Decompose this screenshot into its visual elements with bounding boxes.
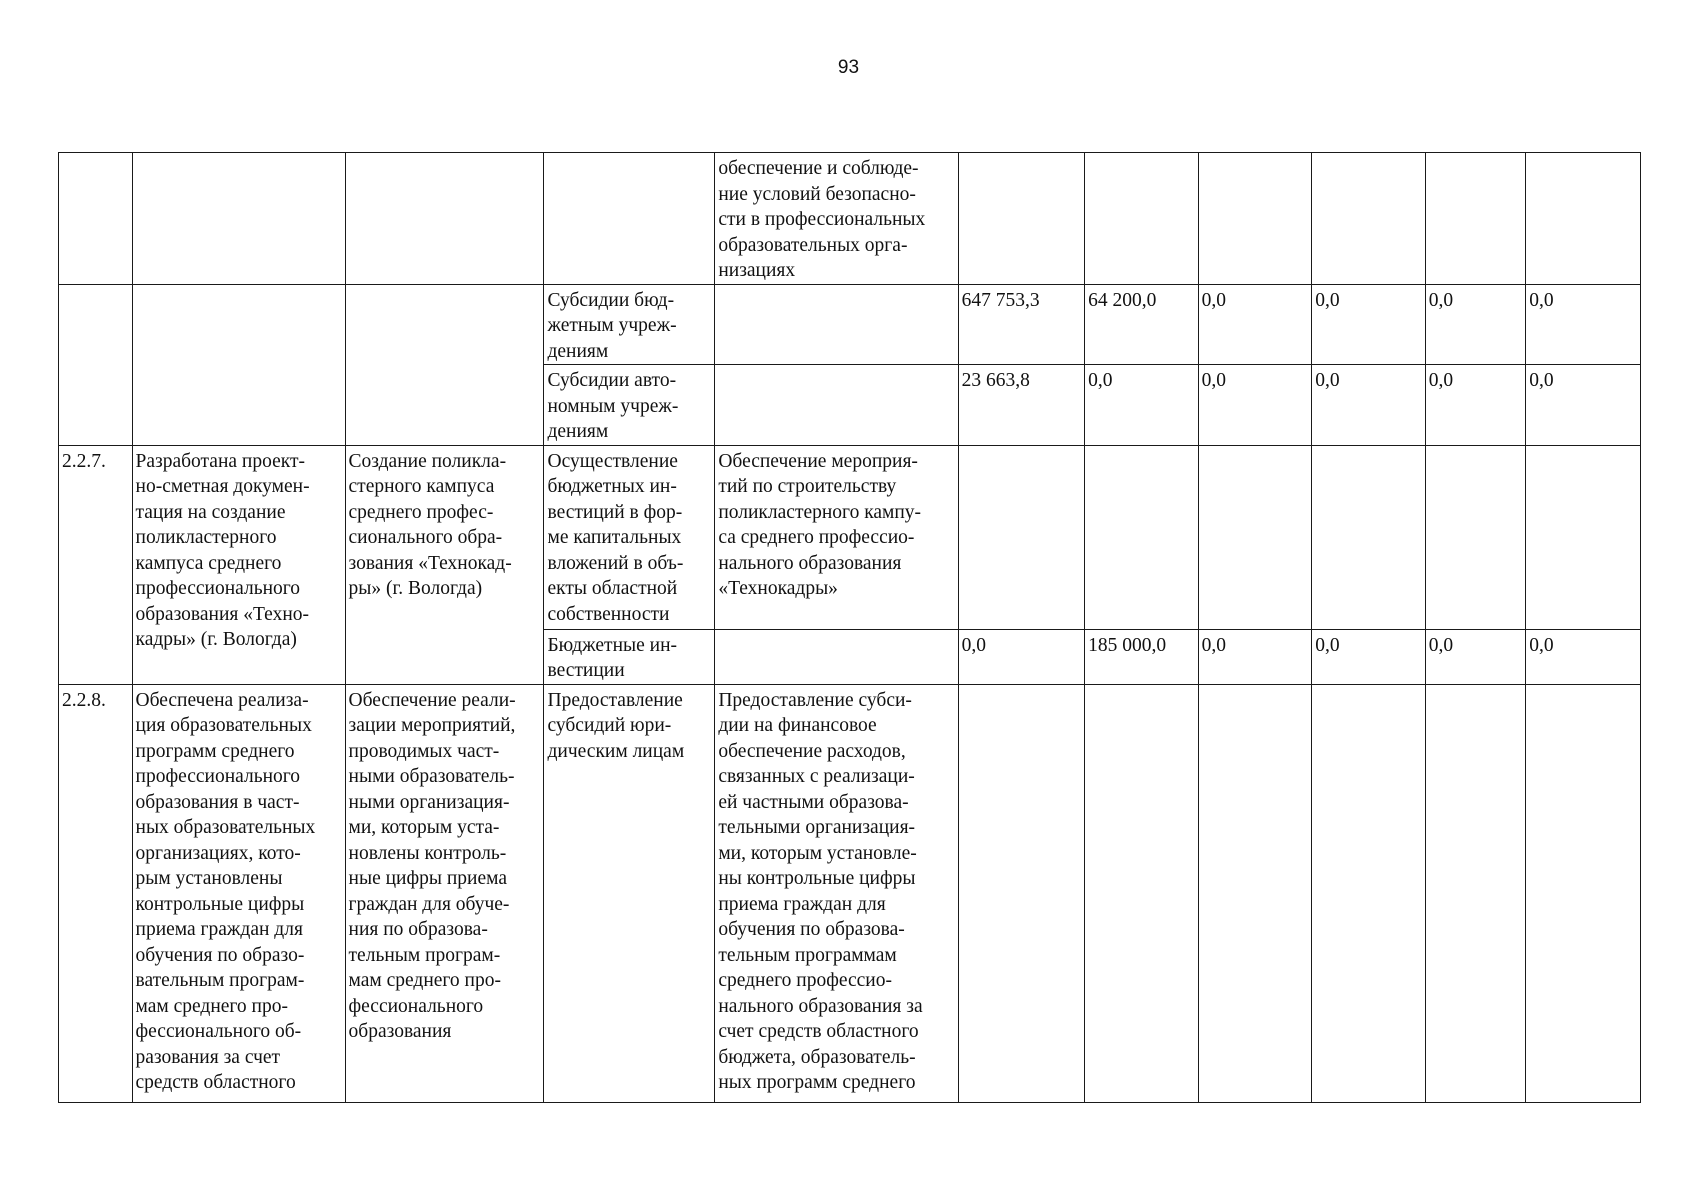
- value-cell: 0,0: [1425, 365, 1526, 446]
- value-cell: 0,0: [1312, 629, 1426, 684]
- direction-cell: Осуществление бюджетных ин- вестиций в фор- ме капитальных вложений в объ- екты областной собственности: [544, 445, 715, 629]
- value-cell: 64 200,0: [1085, 284, 1199, 365]
- cell-empty: [1312, 445, 1426, 629]
- item-number: 2.2.8.: [59, 684, 133, 1102]
- direction-cell: Предоставление субсидий юри- дическим лицам: [544, 684, 715, 1102]
- cell-empty: [345, 284, 544, 445]
- result-cell: Разработана проект- но-сметная докумен- тация на создание поликластерного кампуса среднего профессионального образования «Техно- кадры» (г. Вологда): [132, 445, 345, 684]
- cell-empty: [1198, 445, 1312, 629]
- value-cell: 0,0: [1312, 365, 1426, 446]
- cell-empty: [1425, 684, 1526, 1102]
- table-row: [59, 445, 1641, 629]
- value-cell: 0,0: [1198, 629, 1312, 684]
- cell-empty: [1425, 153, 1526, 285]
- cell-empty: [544, 153, 715, 285]
- value-cell: 0,0: [1198, 365, 1312, 446]
- cell-empty: [1526, 684, 1641, 1102]
- value-cell: 0,0: [958, 629, 1085, 684]
- value-cell: 185 000,0: [1085, 629, 1199, 684]
- cell-empty: [958, 445, 1085, 629]
- value-cell: 0,0: [1312, 284, 1426, 365]
- item-number: 2.2.7.: [59, 445, 133, 684]
- cell-empty: [345, 153, 544, 285]
- cell-empty: [1198, 153, 1312, 285]
- cell-empty: [1425, 445, 1526, 629]
- program-table: [58, 152, 1641, 1103]
- result-cell: Обеспечена реализа- ция образовательных программ среднего профессионального образования в част- ных образовательных организациях, кото- рым установлены контрольные цифры приема граждан для обучения по образо- вательным програм- мам среднего про- фессионального об- разования за счет средств областного: [132, 684, 345, 1102]
- cell-empty: [715, 629, 958, 684]
- cell-empty: [715, 284, 958, 365]
- measure-cell: Предоставление субси- дии на финансовое обеспечение расходов, связанных с реализаци- ей частными образова- тельными организация- ми, которым установле- ны контрольные цифры приема граждан для обучения по образова- тельным программам среднего профессио- нального образования за счет средств областного бюджета, образователь- ных программ среднего: [715, 684, 958, 1102]
- value-cell: 0,0: [1198, 284, 1312, 365]
- cell-empty: [1526, 445, 1641, 629]
- cell-empty: [1198, 684, 1312, 1102]
- measure-cell: Обеспечение мероприя- тий по строительству поликластерного кампу- са среднего профессио- нального образования «Технокадры»: [715, 445, 958, 629]
- measure-cell: обеспечение и соблюде- ние условий безопасно- сти в профессиональных образовательных орга- низациях: [715, 153, 958, 285]
- event-cell: Обеспечение реали- зации мероприятий, проводимых част- ными образователь- ными организация- ми, которым уста- новлены контроль- ные цифры приема граждан для обуче- ния по образова- тельным програм- мам среднего про- фессионального образования: [345, 684, 544, 1102]
- value-cell: 0,0: [1425, 629, 1526, 684]
- cell-empty: [958, 684, 1085, 1102]
- event-cell: Создание поликла- стерного кампуса среднего профес- сионального обра- зования «Технокад- ры» (г. Вологда): [345, 445, 544, 684]
- value-cell: 0,0: [1526, 629, 1641, 684]
- value-cell: 0,0: [1085, 365, 1199, 446]
- expense-type-cell: Субсидии авто- номным учреж- дениям: [544, 365, 715, 446]
- table-row: [59, 284, 1641, 365]
- cell-empty: [958, 153, 1085, 285]
- cell-empty: [715, 365, 958, 446]
- cell-empty: [59, 153, 133, 285]
- table-row: [59, 153, 1641, 285]
- cell-empty: [1526, 153, 1641, 285]
- table-row: [59, 684, 1641, 1102]
- page-number: 93: [837, 57, 860, 78]
- expense-type-cell: Бюджетные ин- вестиции: [544, 629, 715, 684]
- value-cell: 0,0: [1526, 284, 1641, 365]
- cell-empty: [132, 284, 345, 445]
- cell-empty: [59, 284, 133, 445]
- value-cell: 0,0: [1526, 365, 1641, 446]
- cell-empty: [1312, 684, 1426, 1102]
- expense-type-cell: Субсидии бюд- жетным учреж- дениям: [544, 284, 715, 365]
- cell-empty: [1312, 153, 1426, 285]
- cell-empty: [1085, 684, 1199, 1102]
- cell-empty: [132, 153, 345, 285]
- cell-empty: [1085, 153, 1199, 285]
- cell-empty: [1085, 445, 1199, 629]
- value-cell: 647 753,3: [958, 284, 1085, 365]
- value-cell: 0,0: [1425, 284, 1526, 365]
- value-cell: 23 663,8: [958, 365, 1085, 446]
